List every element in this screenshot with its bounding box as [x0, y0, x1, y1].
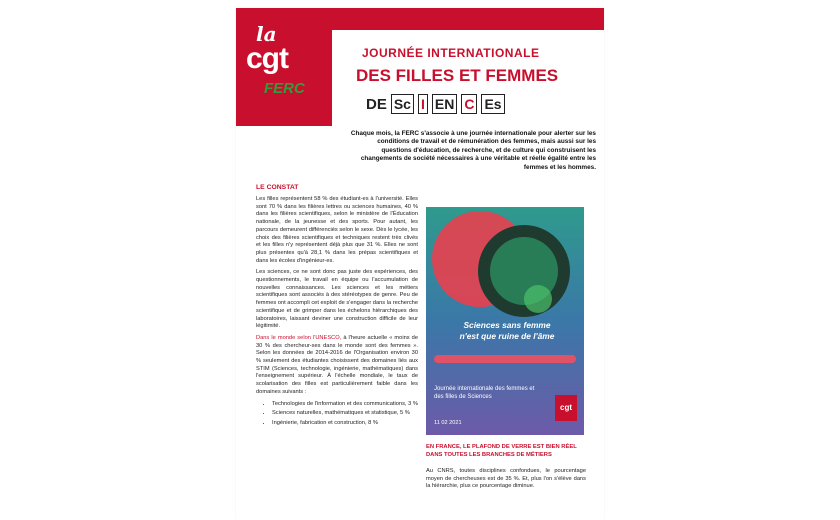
periodic-element-sc: Sc [391, 94, 414, 114]
left-column [256, 196, 418, 430]
paragraph-3-rest: à l'heure actuelle « moins de 30 % des chercheur-ses dans le monde sont des femmes ». Selon les données de 2014-2016 de l'Organisation environ 30 % seulement des étudiantes choisissent des domaines liés aux STIM (Sciences, technologie, ingénierie, mathématiques) dans l'enseignement supérieur. À l'échelle mondiale, le taux de scolarisation des filles est particulièrement faible dans les domaines suivants : [256, 334, 418, 395]
document-page [236, 8, 604, 520]
logo-cgt: cgt [246, 42, 288, 75]
title-line1: JOURNÉE INTERNATIONALE [362, 46, 540, 60]
list-item: • Technologies de l'information et des communications, 3 % [272, 401, 418, 409]
poster-slogan-line2: n'est que ruine de l'âme [459, 331, 555, 341]
stats-list [256, 401, 418, 428]
title-line3 [366, 94, 505, 114]
poster-cgt-logo: cgt [555, 395, 577, 421]
section-heading-constat: LE CONSTAT [256, 184, 299, 191]
logo-ferc: FERC [264, 80, 305, 97]
paragraph-2: Les sciences, ce ne sont donc pas juste des expériences, des questionnements, le travail en équipe ou l'accumulation de nouvelles connaissances. Les sciences et les métiers scientifiques sont associés à des stéréotypes de genre. Peu de femmes ont accompli cet exploit de s'engager dans la recherche scientifique et de grimper dans les échelons hiérarchiques des laboratoires, laissant deviner une construction difficile de leur légitimité. [256, 269, 419, 330]
list-item: • Ingénierie, fabrication et construction, 8 % [272, 420, 418, 428]
poster-slogan [434, 320, 580, 342]
periodic-element-i: I [418, 94, 428, 114]
paragraph-3 [256, 335, 418, 397]
poster-slogan-line1: Sciences sans femme [463, 320, 551, 330]
title-line2: DES FILLES ET FEMMES [356, 66, 559, 85]
periodic-element-es: Es [481, 94, 504, 114]
paragraph-1: Les filles représentent 58 % des étudiant-es à l'université. Elles sont 70 % dans les filières lettres ou sciences humaines, 40 % dans les filières scientifiques, selon le ministère de l'Éducation nationale, de la jeunesse et des sports. Pour autant, les parcours demeurent différenciés selon le sexe. Dès le lycée, les choix des filières scientifiques et techniques restent très clivés et les filles n'y représentent déjà plus que 31 %. Elles ne sont plus présentes qu'à 28,1 % dans les prépas scientifiques et dans les écoles d'ingénieur-es. [256, 196, 418, 264]
cgt-ferc-logo [242, 22, 314, 108]
right-column-text: Au CNRS, toutes disciplines confondues, le pourcentage moyen de chercheuses est de 35 %. Et, plus l'on s'élève dans la hiérarchie, plus ce pourcentage diminue. [426, 468, 586, 490]
section-heading-france: EN FRANCE, LE PLAFOND DE VERRE EST BIEN RÉEL DANS TOUTES LES BRANCHES DE MÉTIERS [426, 444, 577, 458]
periodic-element-c: C [461, 94, 477, 114]
event-poster [426, 207, 584, 435]
header-banner [236, 8, 604, 126]
unesco-highlight: Dans le monde selon l'UNESCO, [256, 334, 342, 341]
intro-paragraph: Chaque mois, la FERC s'associe à une journée internationale pour alerter sur les conditions de travail et de rémunération des femmes, mais aussi sur les questions d'éducation, de recherche, et de culture qui construisent les changements de société nécessaires à une véritable et réelle égalité entre les femmes et les hommes. [350, 130, 596, 171]
title-line3-prefix: DE [366, 95, 387, 113]
poster-date: 11 02 2021 [434, 420, 462, 426]
periodic-element-en: EN [432, 94, 457, 114]
list-item: • Sciences naturelles, mathématiques et statistique, 5 % [272, 410, 418, 418]
poster-info: Journée internationale des femmes et des filles de Sciences [434, 386, 535, 400]
logo-la: la [256, 22, 277, 46]
